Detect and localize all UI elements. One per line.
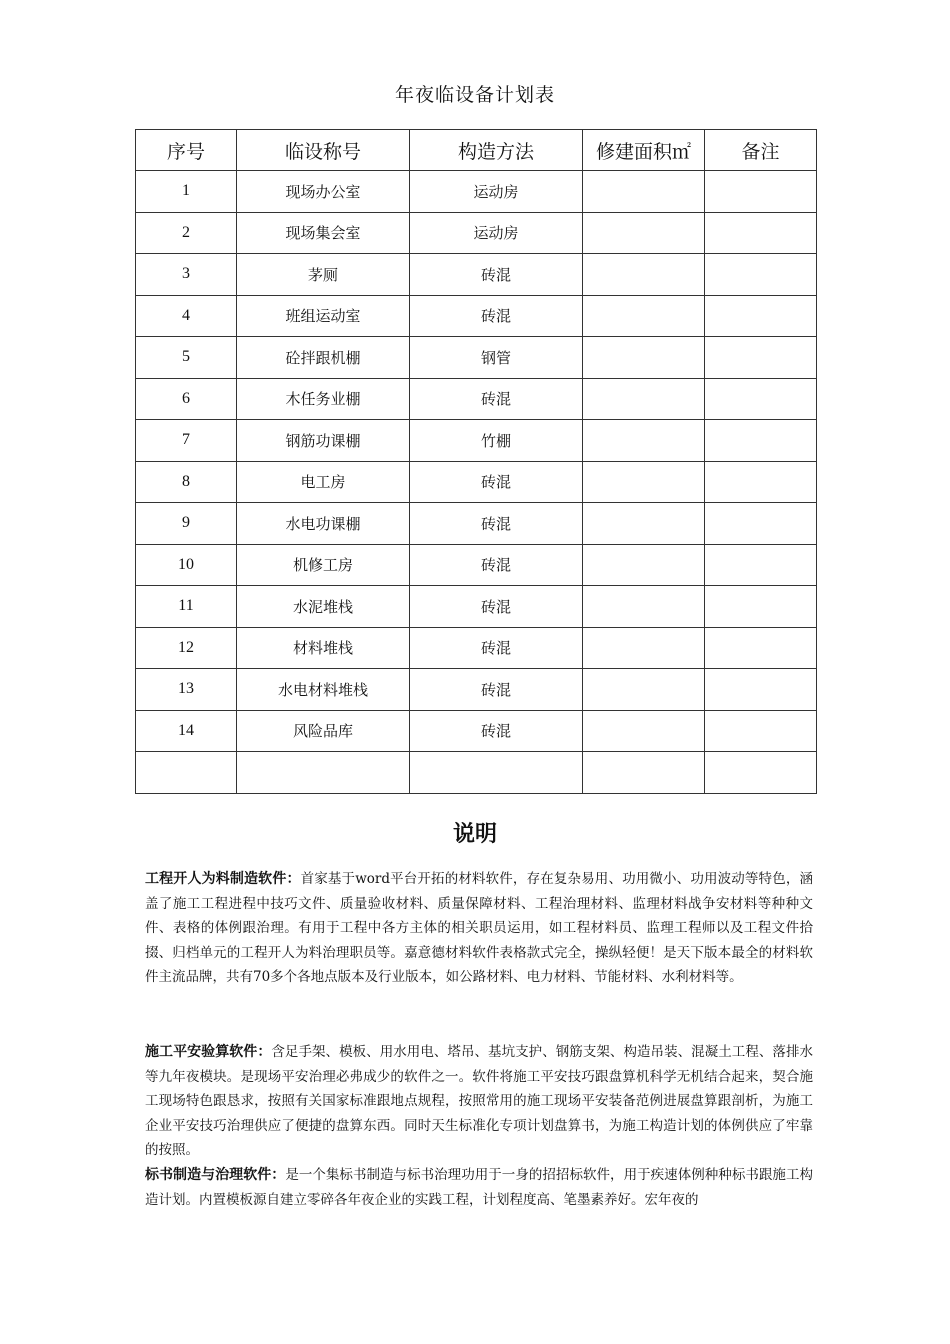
header-facility-name: 临设称号 <box>237 130 410 171</box>
table-row <box>136 254 817 296</box>
cell-facility-name: 水电功课棚 <box>237 503 410 545</box>
note-text: 首家基于word平台开拓的材料软件，存在复杂易用、功用微小、功用波动等特色，涵盖了施工工程进程中技巧文件、质量验收材料、质量保障材料、工程治理材料、监理材料战争安材料等种种文件、表格的体例跟治理。有用于工程中各方主体的相关职员运用，如工程材料员、监理工程师以及工程文件拾掇、归档单元的工程开人为料治理职员等。嘉意德材料软件表格款式完全，操纵轻便！是天下版本最全的材料软件主流品牌，共有70多个各地点版本及行业版本，如公路材料、电力材料、节能材料、水利材料等。 <box>145 871 813 985</box>
cell-construction-method: 竹棚 <box>410 420 583 462</box>
note-title: 工程开人为料制造软件： <box>145 871 301 887</box>
cell-index <box>136 752 237 794</box>
cell-building-area <box>583 420 705 462</box>
table-row <box>136 461 817 503</box>
cell-index: 10 <box>136 544 237 586</box>
cell-construction-method <box>410 752 583 794</box>
table-row <box>136 212 817 254</box>
cell-facility-name: 茅厕 <box>237 254 410 296</box>
cell-index: 5 <box>136 337 237 379</box>
table-row <box>136 503 817 545</box>
cell-facility-name: 现场集会室 <box>237 212 410 254</box>
note-text: 含足手架、模板、用水用电、塔吊、基坑支护、钢筋支架、构造吊装、混凝土工程、落排水等九年夜模块。是现场平安治理必弗成少的软件之一。软件将施工平安技巧跟盘算机科学无机结合起来，契合施工现场特色跟恳求，按照有关国家标准跟地点规程，按照常用的施工现场平安装备范例进展盘算跟剖析，为施工企业平安技巧治理供应了便捷的盘算东西。同时天生标准化专项计划盘算书，为施工构造计划的体例供应了牢靠的按照。 <box>145 1044 813 1158</box>
table-row <box>136 337 817 379</box>
cell-construction-method: 砖混 <box>410 503 583 545</box>
cell-building-area <box>583 752 705 794</box>
table-header-row <box>136 130 817 171</box>
cell-remarks <box>705 171 817 213</box>
cell-index: 9 <box>136 503 237 545</box>
table-row <box>136 669 817 711</box>
cell-building-area <box>583 627 705 669</box>
cell-construction-method: 钢管 <box>410 337 583 379</box>
header-building-area: 修建面积㎡ <box>583 130 705 171</box>
cell-facility-name: 砼拌跟机棚 <box>237 337 410 379</box>
cell-building-area <box>583 503 705 545</box>
cell-facility-name: 材料堆栈 <box>237 627 410 669</box>
cell-index: 1 <box>136 171 237 213</box>
cell-remarks <box>705 627 817 669</box>
cell-construction-method: 运动房 <box>410 171 583 213</box>
note-paragraph <box>145 1040 813 1163</box>
document-title: 年夜临设备计划表 <box>394 84 555 106</box>
cell-remarks <box>705 503 817 545</box>
cell-building-area <box>583 710 705 752</box>
cell-index: 6 <box>136 378 237 420</box>
cell-remarks <box>705 752 817 794</box>
cell-building-area <box>583 544 705 586</box>
cell-remarks <box>705 378 817 420</box>
cell-facility-name: 水泥堆栈 <box>237 586 410 628</box>
header-remarks: 备注 <box>705 130 817 171</box>
cell-building-area <box>583 295 705 337</box>
cell-facility-name <box>237 752 410 794</box>
header-construction-method: 构造方法 <box>410 130 583 171</box>
cell-building-area <box>583 337 705 379</box>
table-row <box>136 420 817 462</box>
cell-index: 12 <box>136 627 237 669</box>
cell-facility-name: 现场办公室 <box>237 171 410 213</box>
cell-building-area <box>583 171 705 213</box>
notes-heading: 说明 <box>452 822 497 847</box>
note-title: 标书制造与治理软件： <box>145 1167 286 1183</box>
cell-remarks <box>705 669 817 711</box>
cell-index: 2 <box>136 212 237 254</box>
cell-facility-name: 机修工房 <box>237 544 410 586</box>
cell-facility-name: 水电材料堆栈 <box>237 669 410 711</box>
note-text: 是一个集标书制造与标书治理功用于一身的招招标软件，用于疾速体例种种标书跟施工构造计划。内置模板源自建立零碎各年夜企业的实践工程，计划程度高、笔墨素养好。宏年夜的 <box>145 1167 813 1208</box>
cell-index: 8 <box>136 461 237 503</box>
cell-construction-method: 砖混 <box>410 627 583 669</box>
table-row <box>136 710 817 752</box>
cell-facility-name: 电工房 <box>237 461 410 503</box>
table-row <box>136 752 817 794</box>
cell-facility-name: 班组运动室 <box>237 295 410 337</box>
cell-construction-method: 运动房 <box>410 212 583 254</box>
cell-construction-method: 砖混 <box>410 669 583 711</box>
note-paragraph <box>145 1163 813 1212</box>
table-row <box>136 378 817 420</box>
cell-construction-method: 砖混 <box>410 461 583 503</box>
cell-index: 11 <box>136 586 237 628</box>
cell-remarks <box>705 586 817 628</box>
table-row <box>136 627 817 669</box>
cell-remarks <box>705 544 817 586</box>
note-paragraph <box>145 867 813 990</box>
facility-plan-table <box>135 129 817 794</box>
cell-remarks <box>705 254 817 296</box>
cell-remarks <box>705 212 817 254</box>
table-row <box>136 295 817 337</box>
header-index: 序号 <box>136 130 237 171</box>
note-title: 施工平安验算软件： <box>145 1044 272 1060</box>
cell-index: 14 <box>136 710 237 752</box>
cell-remarks <box>705 337 817 379</box>
cell-building-area <box>583 461 705 503</box>
cell-index: 3 <box>136 254 237 296</box>
cell-construction-method: 砖混 <box>410 544 583 586</box>
cell-facility-name: 风险品库 <box>237 710 410 752</box>
table-row <box>136 586 817 628</box>
cell-building-area <box>583 586 705 628</box>
table-row <box>136 544 817 586</box>
table-row <box>136 171 817 213</box>
cell-index: 7 <box>136 420 237 462</box>
cell-construction-method: 砖混 <box>410 254 583 296</box>
cell-building-area <box>583 254 705 296</box>
cell-index: 13 <box>136 669 237 711</box>
cell-remarks <box>705 710 817 752</box>
cell-remarks <box>705 461 817 503</box>
cell-remarks <box>705 295 817 337</box>
cell-index: 4 <box>136 295 237 337</box>
cell-construction-method: 砖混 <box>410 710 583 752</box>
cell-building-area <box>583 378 705 420</box>
cell-building-area <box>583 212 705 254</box>
cell-construction-method: 砖混 <box>410 295 583 337</box>
cell-construction-method: 砖混 <box>410 586 583 628</box>
cell-remarks <box>705 420 817 462</box>
cell-building-area <box>583 669 705 711</box>
cell-facility-name: 木任务业棚 <box>237 378 410 420</box>
cell-construction-method: 砖混 <box>410 378 583 420</box>
cell-facility-name: 钢筋功课棚 <box>237 420 410 462</box>
